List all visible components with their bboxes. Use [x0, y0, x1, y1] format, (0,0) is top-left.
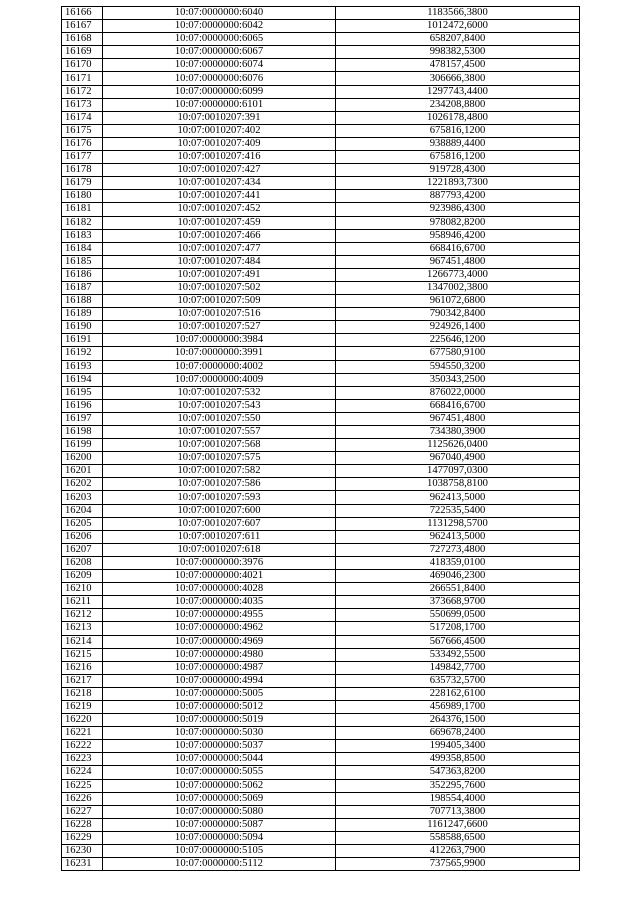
- cadastral-number-cell: 10:07:0000000:6076: [103, 72, 336, 85]
- table-row: [62, 85, 580, 98]
- table-row: [62, 426, 580, 439]
- row-number-cell: 16171: [62, 72, 103, 85]
- table-row: [62, 321, 580, 334]
- cadastral-number-cell: 10:07:0000000:4028: [103, 583, 336, 596]
- cadastral-value-cell: 1131298,5700: [336, 517, 580, 530]
- table-row: [62, 727, 580, 740]
- cadastral-value-cell: 350343,2500: [336, 373, 580, 386]
- row-number-cell: 16230: [62, 845, 103, 858]
- cadastral-number-cell: 10:07:0010207:527: [103, 321, 336, 334]
- cadastral-number-cell: 10:07:0000000:5069: [103, 792, 336, 805]
- cadastral-value-cell: 967451,4800: [336, 255, 580, 268]
- table-row: [62, 543, 580, 556]
- cadastral-value-cell: 550699,0500: [336, 609, 580, 622]
- table-row: [62, 740, 580, 753]
- table-row: [62, 831, 580, 844]
- table-row: [62, 151, 580, 164]
- cadastral-number-cell: 10:07:0010207:509: [103, 295, 336, 308]
- table-row: [62, 700, 580, 713]
- table-row: [62, 517, 580, 530]
- cadastral-number-cell: 10:07:0010207:466: [103, 229, 336, 242]
- table-row: [62, 648, 580, 661]
- table-row: [62, 268, 580, 281]
- cadastral-value-cell: 469046,2300: [336, 570, 580, 583]
- cadastral-value-cell: 675816,1200: [336, 124, 580, 137]
- table-row: [62, 386, 580, 399]
- cadastral-value-cell: 887793,4200: [336, 190, 580, 203]
- cadastral-number-cell: 10:07:0010207:543: [103, 399, 336, 412]
- row-number-cell: 16189: [62, 308, 103, 321]
- cadastral-number-cell: 10:07:0000000:6074: [103, 59, 336, 72]
- cadastral-number-cell: 10:07:0000000:5030: [103, 727, 336, 740]
- cadastral-value-cell: 919728,4300: [336, 164, 580, 177]
- row-number-cell: 16214: [62, 635, 103, 648]
- cadastral-value-cell: 923986,4300: [336, 203, 580, 216]
- cadastral-number-cell: 10:07:0000000:4002: [103, 360, 336, 373]
- table-row: [62, 373, 580, 386]
- cadastral-number-cell: 10:07:0010207:452: [103, 203, 336, 216]
- cadastral-value-cell: 306666,3800: [336, 72, 580, 85]
- table-row: [62, 530, 580, 543]
- row-number-cell: 16225: [62, 779, 103, 792]
- cadastral-number-cell: 10:07:0010207:502: [103, 281, 336, 294]
- cadastral-number-cell: 10:07:0010207:491: [103, 268, 336, 281]
- table-row: [62, 609, 580, 622]
- table-row: [62, 255, 580, 268]
- cadastral-value-cell: 478157,4500: [336, 59, 580, 72]
- cadastral-value-cell: 499358,8500: [336, 753, 580, 766]
- row-number-cell: 16174: [62, 111, 103, 124]
- cadastral-number-cell: 10:07:0000000:5012: [103, 700, 336, 713]
- table-row: [62, 714, 580, 727]
- table-row: [62, 478, 580, 491]
- cadastral-number-cell: 10:07:0010207:484: [103, 255, 336, 268]
- cadastral-number-cell: 10:07:0000000:5112: [103, 858, 336, 871]
- cadastral-value-cell: 517208,1700: [336, 622, 580, 635]
- cadastral-value-cell: 669678,2400: [336, 727, 580, 740]
- table-row: [62, 72, 580, 85]
- cadastral-value-cell: 1125626,0400: [336, 439, 580, 452]
- row-number-cell: 16224: [62, 766, 103, 779]
- table-row: [62, 439, 580, 452]
- table-row: [62, 583, 580, 596]
- cadastral-number-cell: 10:07:0010207:607: [103, 517, 336, 530]
- row-number-cell: 16206: [62, 530, 103, 543]
- row-number-cell: 16183: [62, 229, 103, 242]
- row-number-cell: 16166: [62, 7, 103, 20]
- cadastral-value-cell: 418359,0100: [336, 556, 580, 569]
- row-number-cell: 16209: [62, 570, 103, 583]
- cadastral-value-cell: 668416,6700: [336, 242, 580, 255]
- row-number-cell: 16217: [62, 674, 103, 687]
- cadastral-number-cell: 10:07:0000000:4994: [103, 674, 336, 687]
- cadastral-value-cell: 266551,8400: [336, 583, 580, 596]
- cadastral-number-cell: 10:07:0000000:5094: [103, 831, 336, 844]
- cadastral-number-cell: 10:07:0010207:441: [103, 190, 336, 203]
- cadastral-value-cell: 635732,5700: [336, 674, 580, 687]
- table-row: [62, 111, 580, 124]
- cadastral-number-cell: 10:07:0000000:4962: [103, 622, 336, 635]
- table-body: [62, 7, 580, 871]
- cadastral-value-cell: 412263,7900: [336, 845, 580, 858]
- row-number-cell: 16196: [62, 399, 103, 412]
- cadastral-value-cell: 198554,4000: [336, 792, 580, 805]
- cadastral-value-cell: 962413,5000: [336, 491, 580, 504]
- row-number-cell: 16207: [62, 543, 103, 556]
- row-number-cell: 16212: [62, 609, 103, 622]
- cadastral-value-cell: 958946,4200: [336, 229, 580, 242]
- table-row: [62, 674, 580, 687]
- row-number-cell: 16204: [62, 504, 103, 517]
- table-row: [62, 308, 580, 321]
- row-number-cell: 16195: [62, 386, 103, 399]
- row-number-cell: 16222: [62, 740, 103, 753]
- cadastral-value-cell: 677580,9100: [336, 347, 580, 360]
- table-row: [62, 635, 580, 648]
- cadastral-number-cell: 10:07:0000000:3976: [103, 556, 336, 569]
- cadastral-number-cell: 10:07:0000000:5037: [103, 740, 336, 753]
- table-row: [62, 412, 580, 425]
- cadastral-number-cell: 10:07:0000000:6101: [103, 98, 336, 111]
- cadastral-number-cell: 10:07:0000000:6040: [103, 7, 336, 20]
- row-number-cell: 16220: [62, 714, 103, 727]
- cadastral-number-cell: 10:07:0010207:618: [103, 543, 336, 556]
- cadastral-number-cell: 10:07:0010207:459: [103, 216, 336, 229]
- cadastral-value-cell: 727273,4800: [336, 543, 580, 556]
- cadastral-number-cell: 10:07:0010207:582: [103, 465, 336, 478]
- cadastral-value-cell: 547363,8200: [336, 766, 580, 779]
- cadastral-value-cell: 1266773,4000: [336, 268, 580, 281]
- cadastral-value-cell: 734380,3900: [336, 426, 580, 439]
- row-number-cell: 16211: [62, 596, 103, 609]
- row-number-cell: 16223: [62, 753, 103, 766]
- table-row: [62, 229, 580, 242]
- row-number-cell: 16198: [62, 426, 103, 439]
- cadastral-value-table: [61, 6, 580, 871]
- row-number-cell: 16193: [62, 360, 103, 373]
- row-number-cell: 16221: [62, 727, 103, 740]
- table-row: [62, 124, 580, 137]
- row-number-cell: 16177: [62, 151, 103, 164]
- row-number-cell: 16187: [62, 281, 103, 294]
- cadastral-value-cell: 1038758,8100: [336, 478, 580, 491]
- table-row: [62, 753, 580, 766]
- cadastral-number-cell: 10:07:0010207:427: [103, 164, 336, 177]
- row-number-cell: 16186: [62, 268, 103, 281]
- cadastral-number-cell: 10:07:0010207:550: [103, 412, 336, 425]
- row-number-cell: 16219: [62, 700, 103, 713]
- cadastral-value-cell: 594550,3200: [336, 360, 580, 373]
- cadastral-value-cell: 1161247,6600: [336, 818, 580, 831]
- row-number-cell: 16215: [62, 648, 103, 661]
- cadastral-number-cell: 10:07:0010207:391: [103, 111, 336, 124]
- cadastral-number-cell: 10:07:0000000:4035: [103, 596, 336, 609]
- row-number-cell: 16205: [62, 517, 103, 530]
- row-number-cell: 16229: [62, 831, 103, 844]
- table-row: [62, 242, 580, 255]
- table-row: [62, 216, 580, 229]
- cadastral-value-cell: 675816,1200: [336, 151, 580, 164]
- row-number-cell: 16178: [62, 164, 103, 177]
- row-number-cell: 16179: [62, 177, 103, 190]
- row-number-cell: 16169: [62, 46, 103, 59]
- table-row: [62, 766, 580, 779]
- table-row: [62, 858, 580, 871]
- cadastral-number-cell: 10:07:0010207:416: [103, 151, 336, 164]
- cadastral-value-cell: 876022,0000: [336, 386, 580, 399]
- table-row: [62, 452, 580, 465]
- row-number-cell: 16194: [62, 373, 103, 386]
- row-number-cell: 16199: [62, 439, 103, 452]
- table-row: [62, 59, 580, 72]
- row-number-cell: 16231: [62, 858, 103, 871]
- table-row: [62, 779, 580, 792]
- cadastral-value-cell: 558588,6500: [336, 831, 580, 844]
- cadastral-number-cell: 10:07:0010207:434: [103, 177, 336, 190]
- cadastral-value-cell: 790342,8400: [336, 308, 580, 321]
- cadastral-number-cell: 10:07:0000000:4969: [103, 635, 336, 648]
- row-number-cell: 16218: [62, 687, 103, 700]
- cadastral-number-cell: 10:07:0010207:611: [103, 530, 336, 543]
- row-number-cell: 16190: [62, 321, 103, 334]
- cadastral-number-cell: 10:07:0000000:6099: [103, 85, 336, 98]
- row-number-cell: 16167: [62, 20, 103, 33]
- row-number-cell: 16188: [62, 295, 103, 308]
- table-row: [62, 190, 580, 203]
- table-row: [62, 622, 580, 635]
- cadastral-value-cell: 533492,5500: [336, 648, 580, 661]
- cadastral-value-cell: 978082,8200: [336, 216, 580, 229]
- row-number-cell: 16168: [62, 33, 103, 46]
- cadastral-value-cell: 658207,8400: [336, 33, 580, 46]
- cadastral-number-cell: 10:07:0000000:3991: [103, 347, 336, 360]
- cadastral-value-cell: 967451,4800: [336, 412, 580, 425]
- table-row: [62, 164, 580, 177]
- cadastral-number-cell: 10:07:0000000:4009: [103, 373, 336, 386]
- cadastral-number-cell: 10:07:0000000:6042: [103, 20, 336, 33]
- row-number-cell: 16201: [62, 465, 103, 478]
- cadastral-number-cell: 10:07:0000000:5080: [103, 805, 336, 818]
- row-number-cell: 16208: [62, 556, 103, 569]
- cadastral-value-cell: 668416,6700: [336, 399, 580, 412]
- cadastral-value-cell: 1026178,4800: [336, 111, 580, 124]
- table-row: [62, 20, 580, 33]
- cadastral-number-cell: 10:07:0000000:4980: [103, 648, 336, 661]
- row-number-cell: 16173: [62, 98, 103, 111]
- cadastral-number-cell: 10:07:0000000:4955: [103, 609, 336, 622]
- row-number-cell: 16184: [62, 242, 103, 255]
- cadastral-value-cell: 373668,9700: [336, 596, 580, 609]
- cadastral-value-cell: 924926,1400: [336, 321, 580, 334]
- row-number-cell: 16170: [62, 59, 103, 72]
- cadastral-value-cell: 998382,5300: [336, 46, 580, 59]
- row-number-cell: 16228: [62, 818, 103, 831]
- cadastral-value-cell: 962413,5000: [336, 530, 580, 543]
- cadastral-number-cell: 10:07:0000000:5062: [103, 779, 336, 792]
- table-row: [62, 687, 580, 700]
- cadastral-number-cell: 10:07:0000000:5005: [103, 687, 336, 700]
- row-number-cell: 16191: [62, 334, 103, 347]
- cadastral-number-cell: 10:07:0010207:586: [103, 478, 336, 491]
- table-row: [62, 818, 580, 831]
- table-row: [62, 295, 580, 308]
- table-row: [62, 203, 580, 216]
- table-row: [62, 360, 580, 373]
- cadastral-number-cell: 10:07:0000000:5055: [103, 766, 336, 779]
- row-number-cell: 16181: [62, 203, 103, 216]
- row-number-cell: 16213: [62, 622, 103, 635]
- cadastral-value-cell: 1347002,3800: [336, 281, 580, 294]
- cadastral-value-cell: 567666,4500: [336, 635, 580, 648]
- cadastral-value-cell: 1183566,3800: [336, 7, 580, 20]
- cadastral-number-cell: 10:07:0000000:4987: [103, 661, 336, 674]
- row-number-cell: 16202: [62, 478, 103, 491]
- cadastral-value-cell: 225646,1200: [336, 334, 580, 347]
- row-number-cell: 16176: [62, 137, 103, 150]
- row-number-cell: 16203: [62, 491, 103, 504]
- cadastral-value-cell: 456989,1700: [336, 700, 580, 713]
- cadastral-number-cell: 10:07:0000000:5019: [103, 714, 336, 727]
- cadastral-value-cell: 228162,6100: [336, 687, 580, 700]
- table-row: [62, 661, 580, 674]
- table-row: [62, 347, 580, 360]
- table-row: [62, 98, 580, 111]
- row-number-cell: 16185: [62, 255, 103, 268]
- table-row: [62, 504, 580, 517]
- cadastral-number-cell: 10:07:0010207:575: [103, 452, 336, 465]
- table-row: [62, 570, 580, 583]
- cadastral-value-cell: 1297743,4400: [336, 85, 580, 98]
- cadastral-value-cell: 722535,5400: [336, 504, 580, 517]
- row-number-cell: 16182: [62, 216, 103, 229]
- cadastral-value-cell: 1221893,7300: [336, 177, 580, 190]
- table-row: [62, 33, 580, 46]
- cadastral-number-cell: 10:07:0010207:532: [103, 386, 336, 399]
- table-row: [62, 281, 580, 294]
- cadastral-value-cell: 938889,4400: [336, 137, 580, 150]
- table-row: [62, 334, 580, 347]
- cadastral-number-cell: 10:07:0010207:409: [103, 137, 336, 150]
- cadastral-number-cell: 10:07:0010207:593: [103, 491, 336, 504]
- cadastral-number-cell: 10:07:0000000:6065: [103, 33, 336, 46]
- row-number-cell: 16172: [62, 85, 103, 98]
- table-row: [62, 805, 580, 818]
- cadastral-number-cell: 10:07:0010207:568: [103, 439, 336, 452]
- row-number-cell: 16197: [62, 412, 103, 425]
- cadastral-value-cell: 199405,3400: [336, 740, 580, 753]
- cadastral-number-cell: 10:07:0000000:5105: [103, 845, 336, 858]
- table-row: [62, 7, 580, 20]
- cadastral-number-cell: 10:07:0010207:477: [103, 242, 336, 255]
- cadastral-number-cell: 10:07:0000000:5087: [103, 818, 336, 831]
- row-number-cell: 16175: [62, 124, 103, 137]
- table-row: [62, 596, 580, 609]
- cadastral-value-cell: 352295,7600: [336, 779, 580, 792]
- cadastral-value-cell: 967040,4900: [336, 452, 580, 465]
- table-row: [62, 399, 580, 412]
- cadastral-value-cell: 234208,8800: [336, 98, 580, 111]
- cadastral-number-cell: 10:07:0000000:4021: [103, 570, 336, 583]
- table-row: [62, 491, 580, 504]
- cadastral-number-cell: 10:07:0000000:3984: [103, 334, 336, 347]
- cadastral-number-cell: 10:07:0000000:5044: [103, 753, 336, 766]
- table-row: [62, 556, 580, 569]
- cadastral-value-cell: 961072,6800: [336, 295, 580, 308]
- row-number-cell: 16192: [62, 347, 103, 360]
- cadastral-value-cell: 149842,7700: [336, 661, 580, 674]
- table-row: [62, 46, 580, 59]
- cadastral-value-cell: 1012472,6000: [336, 20, 580, 33]
- row-number-cell: 16210: [62, 583, 103, 596]
- cadastral-value-cell: 264376,1500: [336, 714, 580, 727]
- table-row: [62, 792, 580, 805]
- table-row: [62, 845, 580, 858]
- cadastral-number-cell: 10:07:0010207:402: [103, 124, 336, 137]
- row-number-cell: 16216: [62, 661, 103, 674]
- table-row: [62, 465, 580, 478]
- cadastral-number-cell: 10:07:0010207:600: [103, 504, 336, 517]
- table-row: [62, 137, 580, 150]
- table-row: [62, 177, 580, 190]
- row-number-cell: 16226: [62, 792, 103, 805]
- row-number-cell: 16227: [62, 805, 103, 818]
- row-number-cell: 16200: [62, 452, 103, 465]
- cadastral-value-cell: 707713,3800: [336, 805, 580, 818]
- cadastral-value-cell: 737565,9900: [336, 858, 580, 871]
- cadastral-value-cell: 1477097,0300: [336, 465, 580, 478]
- cadastral-number-cell: 10:07:0000000:6067: [103, 46, 336, 59]
- cadastral-number-cell: 10:07:0010207:516: [103, 308, 336, 321]
- cadastral-number-cell: 10:07:0010207:557: [103, 426, 336, 439]
- row-number-cell: 16180: [62, 190, 103, 203]
